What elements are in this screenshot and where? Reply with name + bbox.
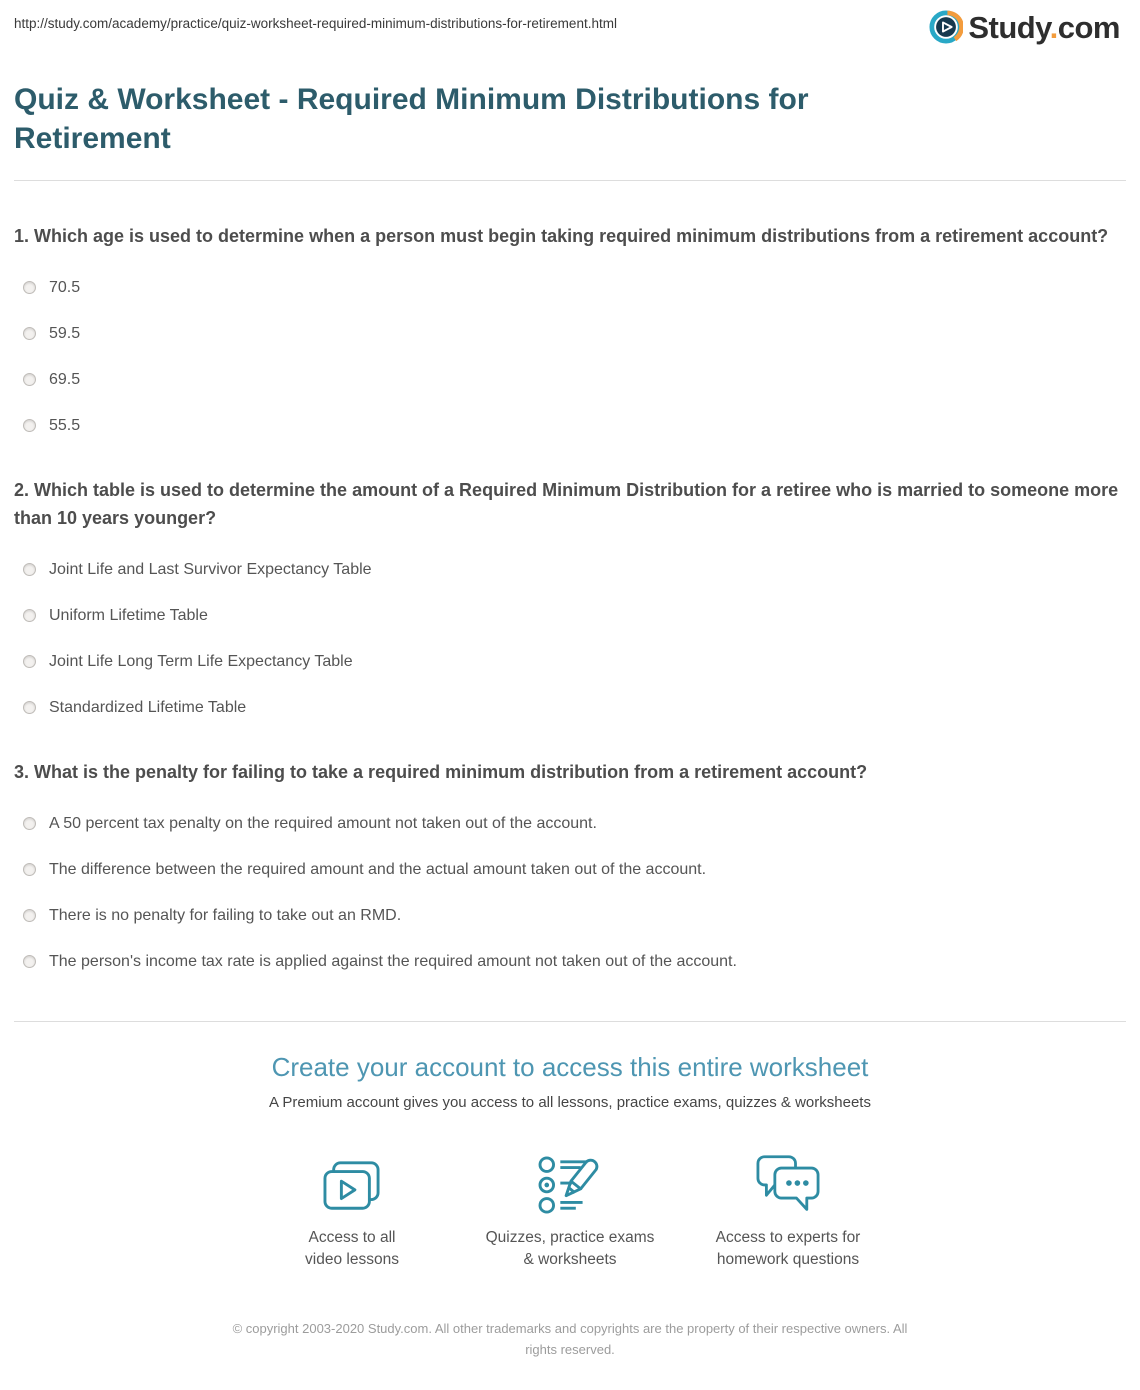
answer-option[interactable] — [14, 861, 1126, 879]
experts-chat-icon — [693, 1149, 883, 1215]
radio-button-icon[interactable] — [23, 655, 36, 668]
feature-label: Access to all video lessons — [305, 1228, 399, 1269]
radio-button-icon[interactable] — [23, 563, 36, 576]
option-label: The difference between the required amount and the actual amount taken out of the account. — [49, 860, 707, 878]
signup-title[interactable]: Create your account to access this entire worksheet — [271, 1051, 869, 1082]
question-text: 2. Which table is used to determine the amount of a Required Minimum Distribution for a retiree who is married to someone more than 10 years younger? — [14, 479, 1119, 528]
radio-button-icon[interactable] — [23, 281, 36, 294]
option-label: Joint Life and Last Survivor Expectancy Table — [49, 560, 372, 578]
option-label: Uniform Lifetime Table — [49, 606, 208, 624]
answer-option[interactable] — [14, 653, 1126, 671]
question-text: 1. Which age is used to determine when a person must begin taking required minimum distributions from a retirement account? — [14, 226, 1109, 246]
signup-subtitle: A Premium account gives you access to all lessons, practice exams, quizzes & worksheets — [269, 1093, 871, 1111]
option-label: A 50 percent tax penalty on the required amount not taken out of the account. — [49, 814, 597, 832]
page-url: http://study.com/academy/practice/quiz-worksheet-required-minimum-distributions-for-retirement.html — [14, 16, 617, 31]
answer-option[interactable] — [14, 371, 1126, 389]
option-label: 59.5 — [49, 324, 81, 342]
answer-option[interactable] — [14, 279, 1126, 297]
feature-quizzes-worksheets — [475, 1149, 665, 1272]
answer-option[interactable] — [14, 417, 1126, 435]
radio-button-icon[interactable] — [23, 701, 36, 714]
option-label: Standardized Lifetime Table — [49, 698, 247, 716]
header — [14, 0, 1126, 52]
option-label: Joint Life Long Term Life Expectancy Table — [49, 652, 353, 670]
answer-option[interactable] — [14, 607, 1126, 625]
radio-button-icon[interactable] — [23, 863, 36, 876]
feature-list — [14, 1149, 1126, 1272]
feature-label: Quizzes, practice exams & worksheets — [485, 1228, 655, 1269]
radio-button-icon[interactable] — [23, 609, 36, 622]
radio-button-icon[interactable] — [23, 817, 36, 830]
play-circle-logo-icon — [929, 10, 963, 44]
video-lessons-icon — [257, 1149, 447, 1215]
signup-divider — [14, 1021, 1126, 1022]
question-1 — [14, 223, 1126, 435]
answer-option[interactable] — [14, 815, 1126, 833]
question-text: 3. What is the penalty for failing to take a required minimum distribution from a retirement account? — [14, 761, 868, 782]
page-title: Quiz & Worksheet - Required Minimum Distributions for Retirement — [14, 83, 809, 155]
answer-option[interactable] — [14, 907, 1126, 925]
answer-option[interactable] — [14, 561, 1126, 579]
studycom-logo[interactable] — [929, 10, 1120, 44]
answer-option[interactable] — [14, 699, 1126, 717]
feature-label: Access to experts for homework questions — [715, 1228, 861, 1269]
radio-button-icon[interactable] — [23, 909, 36, 922]
question-2 — [14, 477, 1126, 717]
logo-text: Study.com — [968, 9, 1120, 45]
logo-dot: . — [1049, 9, 1058, 45]
quiz-questions — [14, 223, 1126, 1021]
copyright-text: © copyright 2003-2020 Study.com. All other trademarks and copyrights are the property of their respective owners. All rights reserved. — [232, 1320, 908, 1357]
option-label: 70.5 — [49, 278, 81, 296]
title-divider — [14, 180, 1126, 181]
option-label: 55.5 — [49, 416, 81, 434]
signup-section — [14, 1052, 1126, 1361]
option-label: There is no penalty for failing to take out an RMD. — [49, 906, 402, 924]
quizzes-worksheets-icon — [475, 1149, 665, 1215]
answer-option[interactable] — [14, 325, 1126, 343]
option-label: The person's income tax rate is applied against the required amount not taken out of the account. — [49, 952, 737, 970]
radio-button-icon[interactable] — [23, 955, 36, 968]
radio-button-icon[interactable] — [23, 327, 36, 340]
question-3 — [14, 759, 1126, 971]
radio-button-icon[interactable] — [23, 419, 36, 432]
answer-option[interactable] — [14, 953, 1126, 971]
feature-experts-chat — [693, 1149, 883, 1272]
radio-button-icon[interactable] — [23, 373, 36, 386]
feature-video-lessons — [257, 1149, 447, 1272]
option-label: 69.5 — [49, 370, 81, 388]
